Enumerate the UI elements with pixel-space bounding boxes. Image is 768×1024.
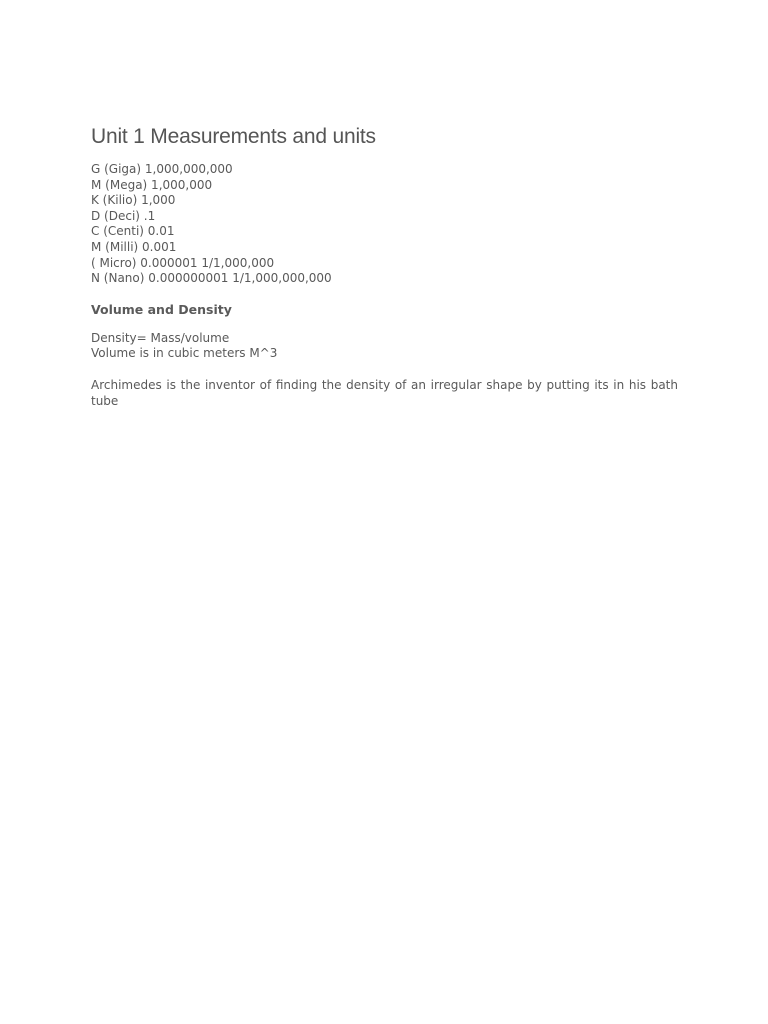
prefix-milli: M (Milli) 0.001 bbox=[91, 239, 177, 254]
section-heading-volume-density: Volume and Density bbox=[91, 301, 232, 317]
prefix-centi: C (Centi) 0.01 bbox=[91, 224, 175, 239]
density-definitions bbox=[91, 331, 678, 362]
prefix-deci: D (Deci) .1 bbox=[91, 208, 156, 223]
prefix-list bbox=[91, 162, 678, 287]
page-title: Unit 1 Measurements and units bbox=[91, 125, 376, 148]
document-content bbox=[91, 124, 678, 409]
prefix-giga: G (Giga) 1,000,000,000 bbox=[91, 162, 233, 176]
prefix-nano: N (Nano) 0.000000001 1/1,000,000,000 bbox=[91, 271, 332, 286]
prefix-mega: M (Mega) 1,000,000 bbox=[91, 177, 213, 192]
archimedes-paragraph: Archimedes is the inventor of finding the density of an irregular shape by putting its in his bath tube bbox=[91, 377, 678, 408]
prefix-kilo: K (Kilio) 1,000 bbox=[91, 193, 176, 208]
volume-units-note: Volume is in cubic meters M^3 bbox=[91, 346, 278, 361]
prefix-micro: ( Micro) 0.000001 1/1,000,000 bbox=[91, 255, 275, 270]
density-formula: Density= Mass/volume bbox=[91, 330, 230, 345]
